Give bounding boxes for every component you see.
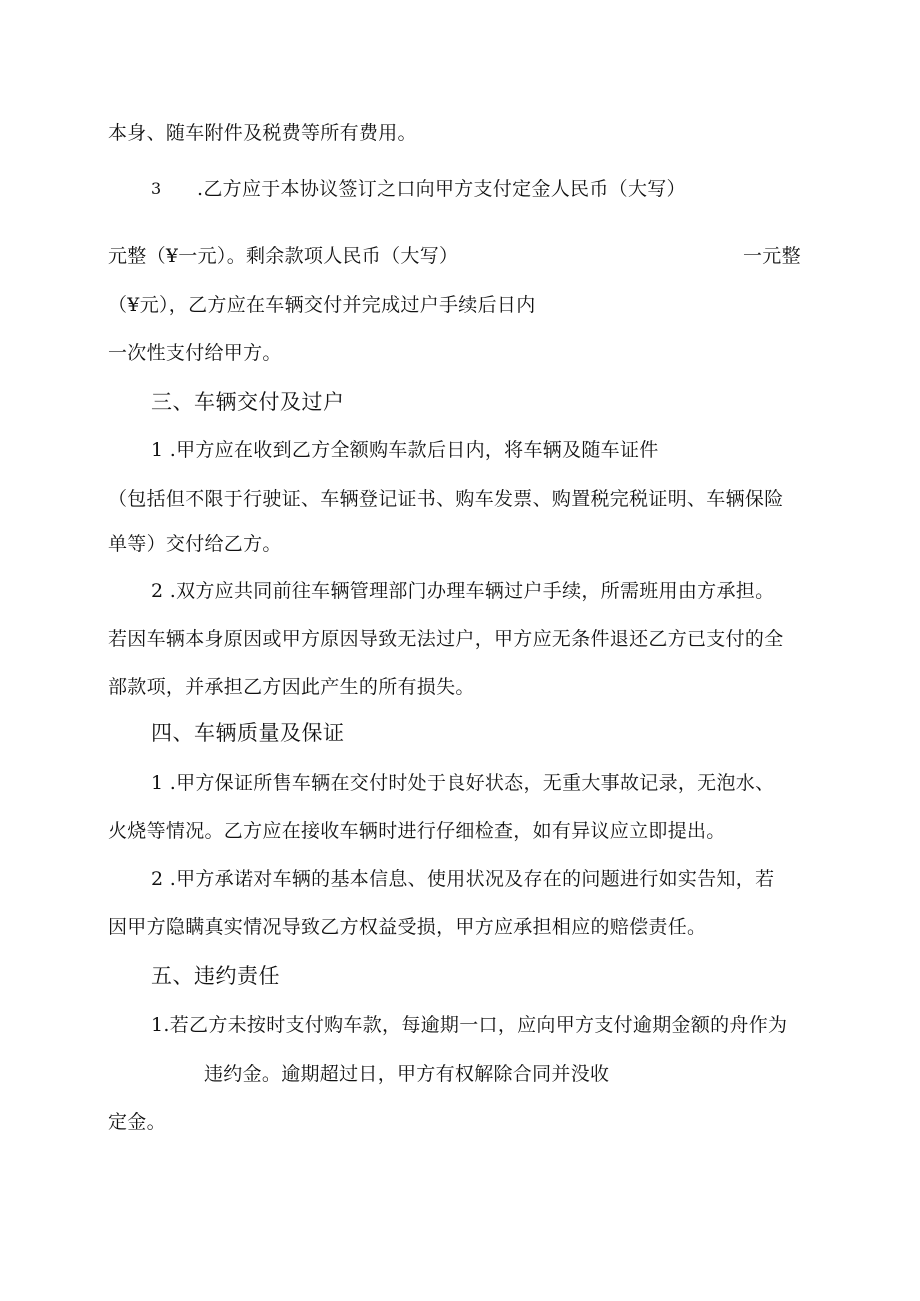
paragraph-line: 一元整 — [743, 245, 801, 267]
paragraph-line: 1 .甲方保证所售车辆在交付时处于良好状态，无重大事故记录，无泡水、 — [151, 772, 775, 794]
section-heading-5: 五、违约责任 — [151, 964, 280, 988]
paragraph-line: （包括但不限于行驶证、车辆登记证书、购车发票、购置税完税证明、车辆保险 — [108, 488, 784, 510]
paragraph-line: 2 .甲方承诺对车辆的基本信息、使用状况及存在的问题进行如实告知，若 — [151, 868, 775, 890]
paragraph-line: 定金。 — [108, 1111, 166, 1133]
paragraph-line: （¥元），乙方应在车辆交付并完成过户手续后日内 — [108, 294, 536, 316]
paragraph-line: 违约金。逾期超过日，甲方有权解除合同并没收 — [204, 1063, 610, 1085]
section-heading-3: 三、车辆交付及过户 — [151, 390, 345, 414]
paragraph-line: 单等）交付给乙方。 — [108, 533, 282, 555]
paragraph-line: 1.若乙方未按时支付购车款，每逾期一口，应向甲方支付逾期金额的舟作为 — [151, 1014, 788, 1036]
paragraph-line: 一次性支付给甲方。 — [108, 342, 282, 364]
paragraph-line: 1 .甲方应在收到乙方全额购车款后日内，将车辆及随车证件 — [151, 439, 659, 461]
section-heading-4: 四、车辆质量及保证 — [151, 721, 345, 745]
paragraph-line: 部款项，并承担乙方因此产生的所有损失。 — [108, 676, 475, 698]
paragraph-line: 本身、随车附件及税费等所有费用。 — [108, 122, 417, 144]
paragraph-line: 若因车辆本身原因或甲方原因导致无法过户，甲方应无条件退还乙方已支付的全 — [108, 628, 784, 650]
clause-number: 3 — [151, 179, 162, 198]
paragraph-line: .乙方应于本协议签订之口向甲方支付定金人民币（大写） — [197, 178, 686, 200]
paragraph-line: 因甲方隐瞒真实情况导致乙方权益受损，甲方应承担相应的赔偿责任。 — [108, 916, 707, 938]
paragraph-line: 2 .双方应共同前往车辆管理部门办理车辆过户手续，所需班用由方承担。 — [151, 580, 775, 602]
paragraph-line: 火烧等情况。乙方应在接收车辆时进行仔细检查，如有异议应立即提出。 — [108, 820, 726, 842]
paragraph-line: 元整（¥一元）。剩余款项人民币（大写） — [108, 245, 459, 267]
